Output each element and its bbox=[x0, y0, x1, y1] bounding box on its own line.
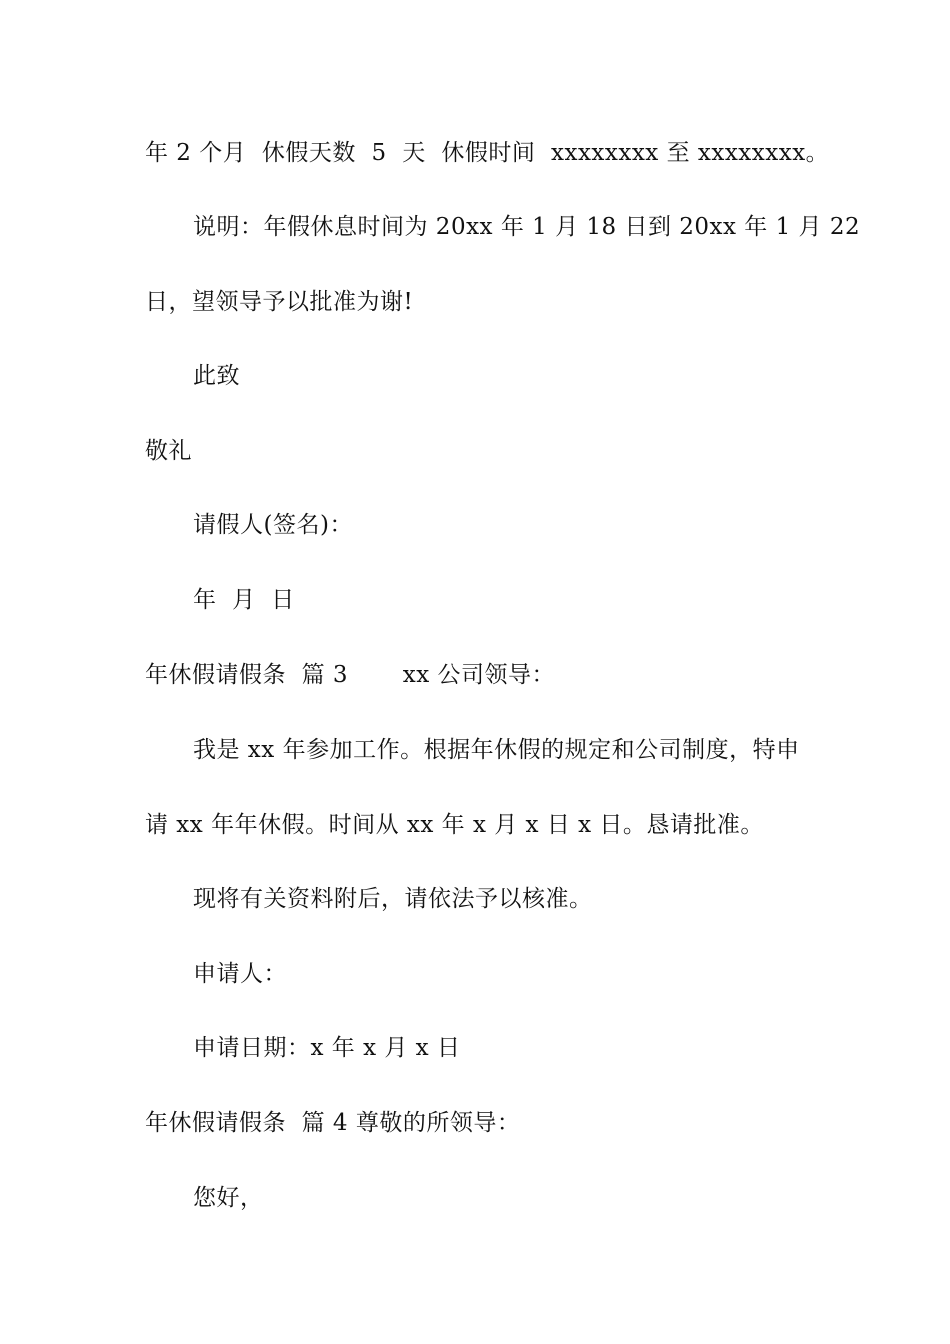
explanation-continuation: 日，望领导予以批准为谢! bbox=[145, 289, 414, 315]
leave-details-line: 年 2 个月 休假天数 5 天 休假时间 xxxxxxxx 至 xxxxxxxx。 bbox=[145, 140, 830, 166]
applicant-signature-label: 请假人(签名)： bbox=[193, 512, 353, 538]
section-heading-3: 年休假请假条 篇 3 xx 公司领导： bbox=[145, 662, 555, 688]
section-heading-4: 年休假请假条 篇 4 尊敬的所领导： bbox=[145, 1110, 521, 1136]
explanation-line: 说明：年假休息时间为 20xx 年 1 月 18 日到 20xx 年 1 月 22 bbox=[193, 214, 861, 240]
request-paragraph: 我是 xx 年参加工作。根据年休假的规定和公司制度，特申 bbox=[193, 737, 800, 763]
greeting-text: 您好， bbox=[193, 1185, 264, 1211]
request-paragraph-continuation: 请 xx 年年休假。时间从 xx 年 x 月 x 日 x 日。恳请批准。 bbox=[145, 812, 764, 838]
applicant-label: 申请人： bbox=[193, 961, 287, 987]
closing-salutation: 此致 bbox=[193, 363, 240, 389]
regards-text: 敬礼 bbox=[145, 438, 192, 464]
date-placeholder: 年 月 日 bbox=[193, 587, 295, 613]
attachment-note: 现将有关资料附后，请依法予以核准。 bbox=[193, 886, 593, 912]
application-date: 申请日期：x 年 x 月 x 日 bbox=[193, 1035, 461, 1061]
